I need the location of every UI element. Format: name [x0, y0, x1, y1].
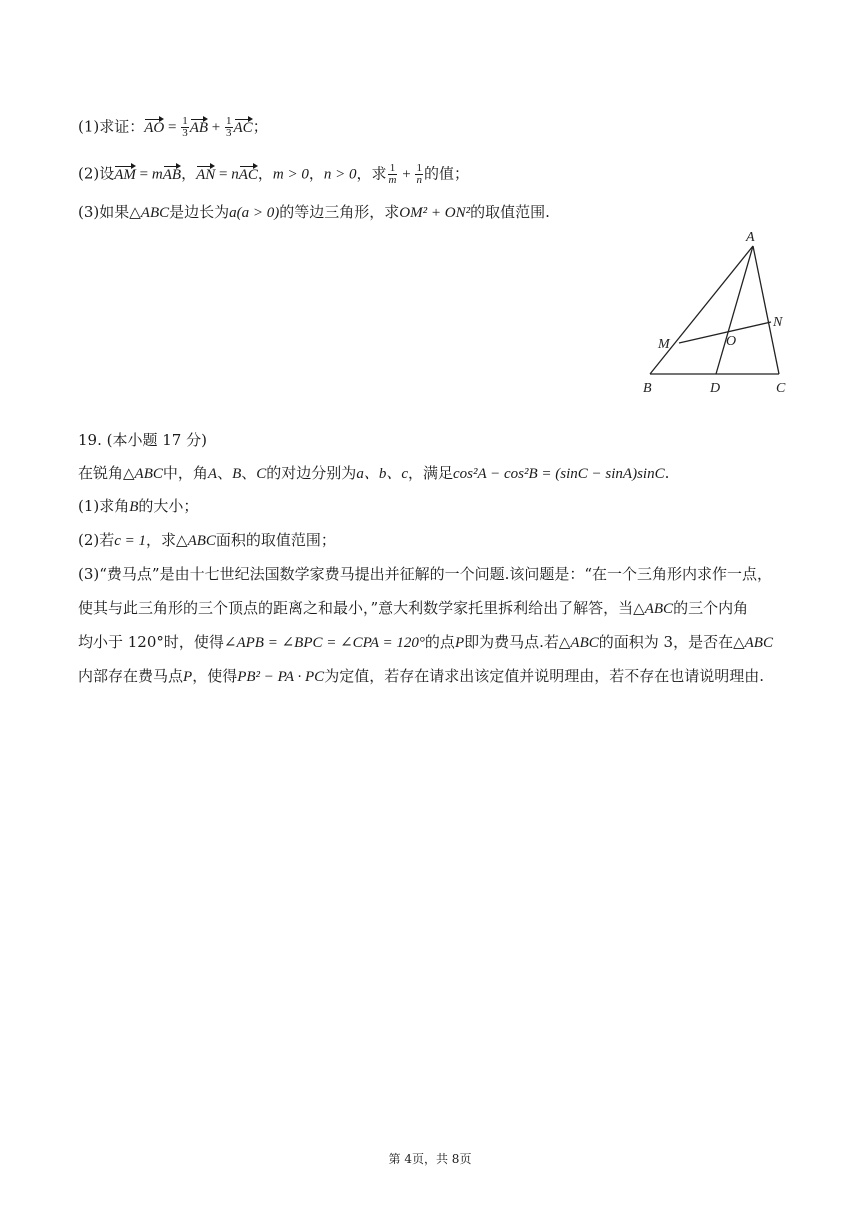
q19-part2: (2)若c = 1，求△ABC面积的取值范围；	[78, 531, 336, 549]
segment-MN	[679, 322, 771, 343]
q19-part3-line1: (3)“费马点”是由十七世纪法国数学家费马提出并征解的一个问题.该问题是：“在一个三角形内求作一点，	[78, 565, 773, 583]
fraction-one-over-n: $\frac{1}{n}$	[416, 162, 422, 186]
vector-AO: AO	[144, 119, 165, 136]
q19-part3-line3: 均小于 120°时，使得∠APB = ∠BPC = ∠CPA = 120°的点P即为费马点.若△ABC的面积为 3，是否在△ABC	[78, 633, 773, 651]
label-C: C	[776, 381, 786, 396]
q18-part2: (2)设AM = mAB，AN = nAC，m > 0，n > 0，求 $\frac{1}{m}$ + $\frac{1}{n}$ 的值；	[78, 162, 469, 186]
q19-intro: 在锐角△ABC中，角A、B、C的对边分别为a、b、c，满足cos²A − cos²B = (sinC − sinA)sinC.	[78, 464, 670, 482]
segment-AD	[716, 246, 753, 374]
fraction-one-third: $\frac{1}{3}$	[226, 115, 232, 139]
triangle-figure	[640, 226, 800, 398]
q19-part3-line2: 使其与此三角形的三个顶点的距离之和最小，”意大利数学家托里拆利给出了解答，当△ABC的三个内角	[78, 599, 749, 617]
q19-header: 19. (本小题 17 分)	[78, 431, 207, 449]
label-B: B	[643, 381, 652, 396]
fraction-one-third: $\frac{1}{3}$	[182, 115, 188, 139]
label-N: N	[773, 315, 783, 330]
vector-AM: AM	[114, 166, 136, 183]
q19-part3-line4: 内部存在费马点P，使得PB² − PA · PC为定值，若存在请求出该定值并说明理由，若不存在也请说明理由.	[78, 667, 764, 685]
fraction-one-over-m: $\frac{1}{m}$	[388, 162, 397, 186]
label-A: A	[746, 230, 755, 245]
q18-part1: (1)求证：AO = $\frac{1}{3}$ AB + $\frac{1}{3}$ AC；	[78, 115, 268, 139]
vector-AB: AB	[162, 166, 182, 183]
q18-part3: (3)如果△ABC是边长为a(a > 0)的等边三角形，求OM² + ON²的取值范围.	[78, 203, 550, 221]
segment-AB	[650, 246, 753, 374]
vector-AN: AN	[196, 166, 216, 183]
segment-AC	[753, 246, 779, 374]
vector-AB: AB	[189, 119, 209, 136]
label-M: M	[658, 337, 670, 352]
vector-AC: AC	[238, 166, 258, 183]
label-D: D	[710, 381, 721, 396]
q19-part1: (1)求角B的大小；	[78, 497, 199, 515]
label-O: O	[726, 334, 737, 349]
vector-AC: AC	[233, 119, 253, 136]
page-footer: 第 4页，共 8页	[388, 1152, 472, 1166]
